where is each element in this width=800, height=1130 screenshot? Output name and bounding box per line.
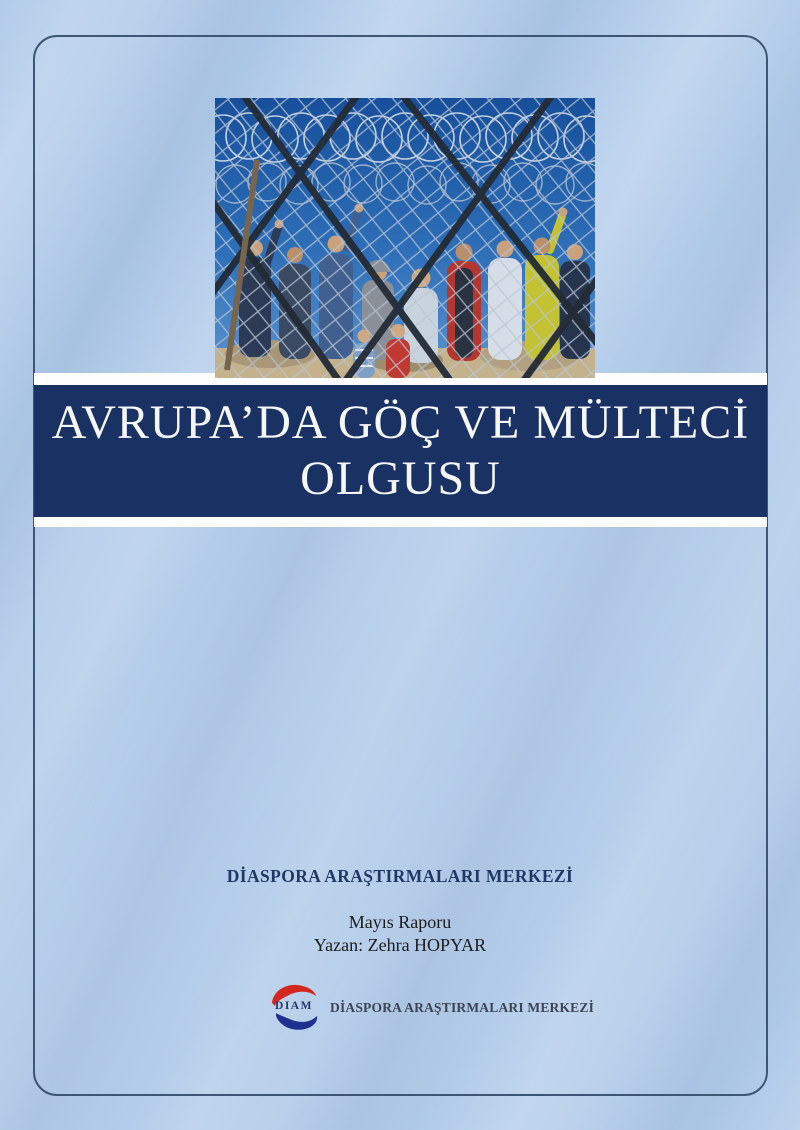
diam-logo [264, 982, 594, 1034]
report-title-line1: AVRUPA’DA GÖÇ VE MÜLTECİ [51, 396, 750, 449]
byline-block [0, 911, 800, 957]
report-period: Mayıs Raporu [348, 912, 452, 932]
diam-emblem [264, 982, 324, 1034]
organization-name: DİASPORA ARAŞTIRMALARI MERKEZİ [226, 866, 574, 886]
diam-acronym: DIAM [275, 1000, 313, 1012]
author-line: Yazan: Zehra HOPYAR [313, 935, 487, 955]
banner-bottom-strip [34, 517, 767, 527]
cover-photo [215, 98, 595, 378]
migrants-behind-border-fence-photo [215, 98, 595, 378]
diam-org-text: DİASPORA ARAŞTIRMALARI MERKEZİ [330, 1000, 595, 1015]
report-title-line2: OLGUSU [300, 452, 501, 505]
title-banner [34, 385, 767, 517]
